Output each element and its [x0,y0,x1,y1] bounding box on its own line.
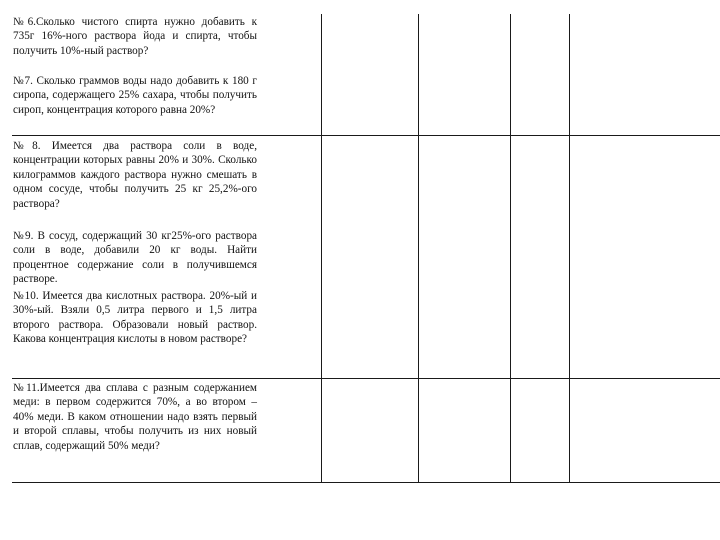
problem-10: №10. Имеется два кислотных раствора. 20%-ый и 30%-ый. Взяли 0,5 литра первого и 1,5 литра второго раствора. Образовали новый раствор. Какова концентрация кислоты в новом растворе? [13,290,257,346]
column-divider-2 [418,14,419,482]
row-divider-1 [12,135,720,136]
column-divider-1 [321,14,322,482]
problem-9: №9. В сосуд, содержащий 30 кг25%-ого раствора соли в воде, добавили 20 кг воды. Найти процентное содержание соли в получившемся растворе. [13,230,257,286]
problem-6: №6.Сколько чистого спирта нужно добавить к 735г 16%-ного раствора йода и спирта, чтобы получить 10%-ный раствор? [13,16,257,57]
problem-11: №11.Имеется два сплава с разным содержанием меди: в первом содержится 70%, а во втором – 40% меди. В каком отношении надо взять первый и второй сплавы, чтобы получить из них новый сплав, содержащий 50% меди? [13,382,257,452]
row-divider-3 [12,482,720,483]
problem-8: №8. Имеется два раствора соли в воде, концентрации которых равны 20% и 30%. Сколько килограммов каждого раствора нужно смешать в одном сосуде, чтобы получить 25 кг 25,2%-ого раствора? [13,140,257,210]
column-divider-4 [569,14,570,482]
column-divider-3 [510,14,511,482]
problem-7: №7. Сколько граммов воды надо добавить к 180 г сиропа, содержащего 25% сахара, чтобы получить сироп, концентрация которого равна 20%? [13,75,257,116]
row-divider-2 [12,378,720,379]
